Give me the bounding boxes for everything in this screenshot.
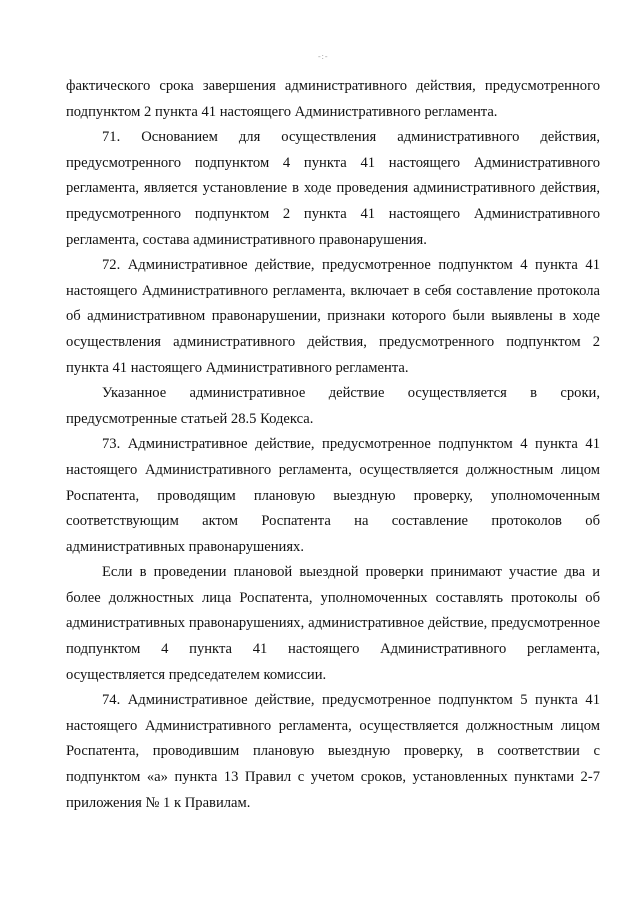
- paragraph-72-deadline: Указанное административное действие осуществляется в сроки, предусмотренные статьей 28.5 Кодекса.: [66, 385, 600, 427]
- paragraph-continuation: фактического срока завершения административного действия, предусмотренного подпунктом 2 пункта 41 настоящего Административного регламента.: [66, 78, 600, 120]
- page-mark: -:-: [318, 52, 329, 61]
- paragraph-73-commission: Если в проведении плановой выездной проверки принимают участие два и более должностных лица Роспатента, уполномоченных составлять протоколы об административных правонарушениях, административное действие, предусмотренное подпунктом 4 пункта 41 настоящего Административного регламента, осуществляется председателем комиссии.: [66, 564, 600, 683]
- paragraph-71: 71. Основанием для осуществления административного действия, предусмотренного подпунктом 4 пункта 41 настоящего Административного регламента, является установление в ходе проведения административного действия, предусмотренного подпунктом 2 пункта 41 настоящего Административного регламента, состава административного правонарушения.: [66, 129, 600, 248]
- paragraph-74: 74. Административное действие, предусмотренное подпунктом 5 пункта 41 настоящего Административного регламента, осуществляется должностным лицом Роспатента, проводившим плановую выездную проверку, в соответствии с подпунктом «а» пункта 13 Правил с учетом сроков, установленных пунктами 2-7 приложения № 1 к Правилам.: [66, 692, 600, 811]
- paragraph-72: 72. Административное действие, предусмотренное подпунктом 4 пункта 41 настоящего Административного регламента, включает в себя составление протокола об административном правонарушении, признаки которого были выявлены в ходе осуществления административного действия, предусмотренного подпунктом 2 пункта 41 настоящего Административного регламента.: [66, 257, 600, 376]
- paragraph-73: 73. Административное действие, предусмотренное подпунктом 4 пункта 41 настоящего Административного регламента, осуществляется должностным лицом Роспатента, проводящим плановую выездную проверку, уполномоченным соответствующим актом Роспатента на составление протоколов об административных правонарушениях.: [66, 436, 600, 555]
- document-body: [66, 74, 600, 816]
